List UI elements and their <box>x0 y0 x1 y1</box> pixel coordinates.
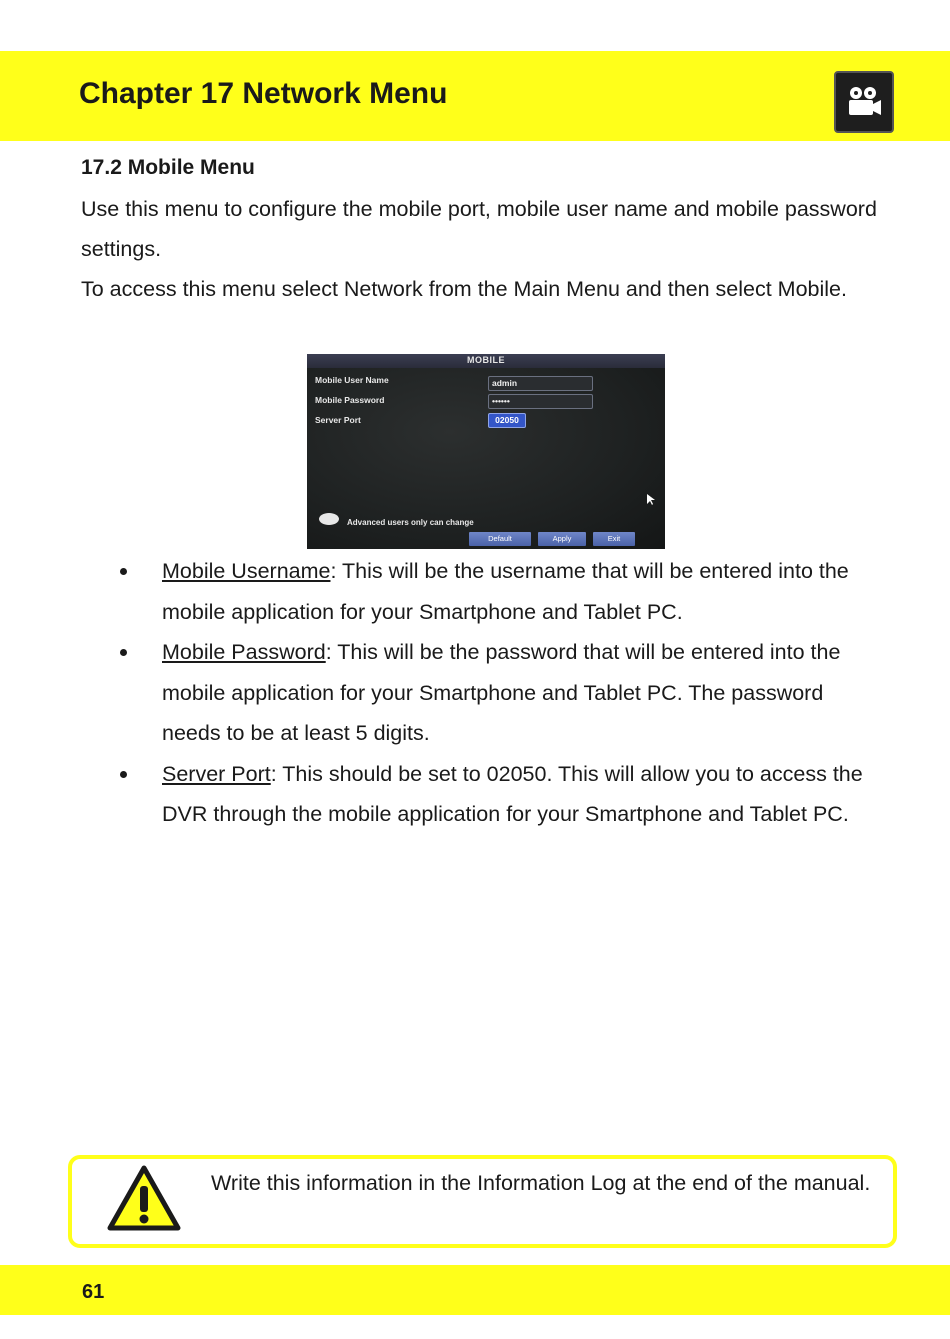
bullet-icon <box>120 649 127 656</box>
intro-paragraph: Use this menu to configure the mobile port, mobile user name and mobile password settings. <box>81 197 877 261</box>
bullet-term: Server Port <box>162 761 271 786</box>
advanced-users-note: Advanced users only can change <box>347 518 474 527</box>
note-text: Write this information in the Information Log at the end of the manual. <box>211 1171 871 1195</box>
bullet-icon <box>120 771 127 778</box>
bullet-text: : This will be the username that will be entered into the mobile application for your Smartphone and Tablet PC. <box>162 559 849 624</box>
list-item <box>118 632 878 754</box>
field-descriptions-list <box>118 551 878 835</box>
bullet-term: Mobile Password <box>162 640 326 664</box>
server-port-label: Server Port <box>315 415 361 425</box>
exit-button[interactable]: Exit <box>593 532 635 546</box>
mobile-password-label: Mobile Password <box>315 395 385 405</box>
warning-triangle-icon <box>106 1164 182 1232</box>
bullet-text: : This should be set to 02050. This will allow you to access the DVR through the mobile application for your Smartphone and Tablet PC. <box>162 761 863 826</box>
apply-button[interactable]: Apply <box>538 532 586 546</box>
list-item <box>118 551 878 632</box>
footer-band <box>0 1265 950 1315</box>
bullet-icon <box>120 568 127 575</box>
section-title: 17.2 Mobile Menu <box>81 156 255 179</box>
mobile-user-name-field[interactable]: admin <box>488 376 593 391</box>
default-button[interactable]: Default <box>469 532 531 546</box>
speech-bubble-icon <box>319 513 339 525</box>
server-port-field[interactable]: 02050 <box>488 413 526 428</box>
video-camera-icon <box>834 71 894 133</box>
page-number: 61 <box>82 1281 105 1303</box>
mobile-password-field[interactable]: •••••• <box>488 394 593 409</box>
mouse-cursor-icon <box>647 494 655 506</box>
chapter-title: Chapter 17 Network Menu <box>79 77 448 110</box>
access-paragraph: To access this menu select Network from the Main Menu and then select Mobile. <box>81 277 847 301</box>
list-item <box>118 754 878 835</box>
screenshot-title: MOBILE <box>467 355 505 365</box>
bullet-term: Mobile Username <box>162 559 331 583</box>
bullet-text: : This will be the password that will be entered into the mobile application for your Smartphone and Tablet PC. The password needs to be at least 5 digits. <box>162 640 841 745</box>
mobile-user-name-label: Mobile User Name <box>315 375 389 385</box>
mobile-menu-screenshot <box>307 354 665 549</box>
